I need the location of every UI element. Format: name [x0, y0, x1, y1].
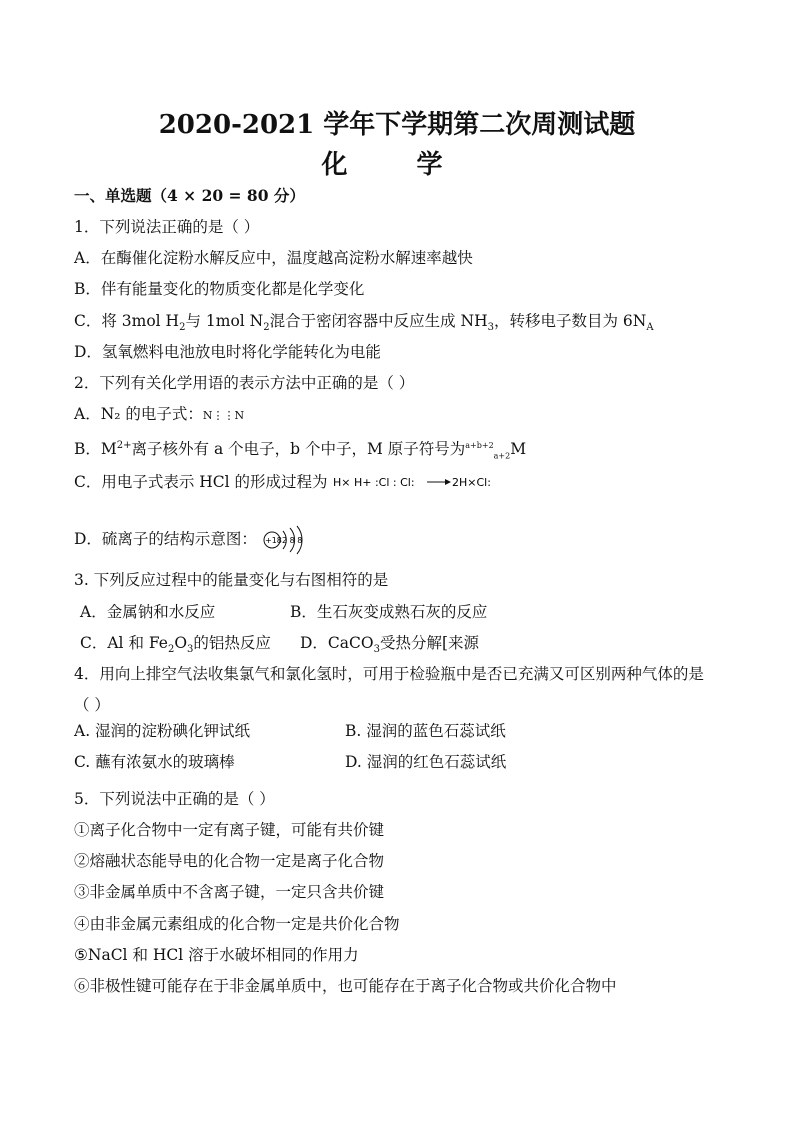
q5-item: ②熔融状态能导电的化合物一定是离子化合物 [74, 852, 385, 870]
svg-text:H× H+ :Cl : Cl:: H× H+ :Cl : Cl: [332, 476, 415, 489]
q1-option-d: D．氢氧燃料电池放电时将化学能转化为电能 [74, 343, 381, 361]
q3-option-d: D．CaCO$_3$受热分解[来源 [300, 634, 480, 656]
q1-option-a: A．在酶催化淀粉水解反应中，温度越高淀粉水解速率越快 [74, 249, 473, 267]
q4-paren: （ ） [74, 696, 110, 714]
q1-stem: 1．下列说法正确的是（ ） [74, 218, 260, 236]
q4-option-a: A. 湿润的淀粉碘化钾试纸 [74, 722, 251, 740]
q3-option-a: A．金属钠和水反应 [80, 603, 216, 621]
q2-option-c: C．用电子式表示 HCl 的形成过程为 H× H+ :Cl : Cl: 2H×Cl: [74, 471, 493, 495]
q3-stem: 3. 下列反应过程中的能量变化与右图相符的是 [74, 571, 389, 589]
svg-text:+18: +18 [264, 536, 282, 545]
q4-option-d: D. 湿润的红色石蕊试纸 [345, 753, 507, 771]
n2-electron-formula: N⋮⋮N [202, 409, 245, 422]
q5-item: ⑥非极性键可能存在于非金属单质中，也可能存在于离子化合物或共价化合物中 [74, 977, 617, 995]
q3-option-b: B．生石灰变成熟石灰的反应 [290, 603, 488, 621]
svg-text:2H×Cl:: 2H×Cl: [451, 476, 491, 489]
section-heading: 一、单选题（4 × 20 = 80 分） [74, 186, 305, 205]
energy-diagram [510, 500, 680, 620]
subject-title: 化 学 [321, 150, 473, 180]
q5-item: ③非金属单质中不含离子键，一定只含共价键 [74, 883, 385, 901]
q5-item: ①离子化合物中一定有离子键，可能有共价键 [74, 821, 385, 839]
hcl-formation-diagram [333, 471, 493, 495]
q3-option-c: C．Al 和 $Fe_2O_3$的铝热反应 [80, 634, 271, 656]
q4-stem: 4．用向上排空气法收集氯气和氯化氢时，可用于检验瓶中是否已充满又可区别两种气体的是 [74, 665, 704, 683]
q2-option-b: B．$M^{2+}$离子核外有 a 个电子，b 个中子，M 原子符号为$^{a+b+2}_{a+2}$M [74, 440, 527, 461]
q2-option-a: A．N₂ 的电子式：N⋮⋮N [74, 405, 245, 423]
q2-stem: 2．下列有关化学用语的表示方法中正确的是（ ） [74, 374, 415, 392]
q5-item: ⑤NaCl 和 HCl 溶于水破坏相同的作用力 [74, 946, 359, 964]
q2-option-d: D．硫离子的结构示意图： +18 2 8 8 [74, 525, 310, 555]
exam-title: 2020-2021 学年下学期第二次周测试题 [158, 110, 636, 140]
q4-option-c: C. 蘸有浓氨水的玻璃棒 [74, 753, 235, 771]
q5-stem: 5．下列说法中正确的是（ ） [74, 790, 275, 808]
q1-option-c: C．将 3mol $H_2$与 1mol $N_2$混合于密闭容器中反应生成 $NH_3$，转移电子数目为 $6N_A$ [74, 312, 654, 334]
q4-option-b: B. 湿润的蓝色石蕊试纸 [345, 722, 506, 740]
svg-text:2 8 8: 2 8 8 [281, 536, 303, 545]
q5-item: ④由非金属元素组成的化合物一定是共价化合物 [74, 915, 400, 933]
q1-option-b: B．伴有能量变化的物质变化都是化学变化 [74, 280, 365, 298]
sulfide-ion-diagram [262, 525, 310, 555]
